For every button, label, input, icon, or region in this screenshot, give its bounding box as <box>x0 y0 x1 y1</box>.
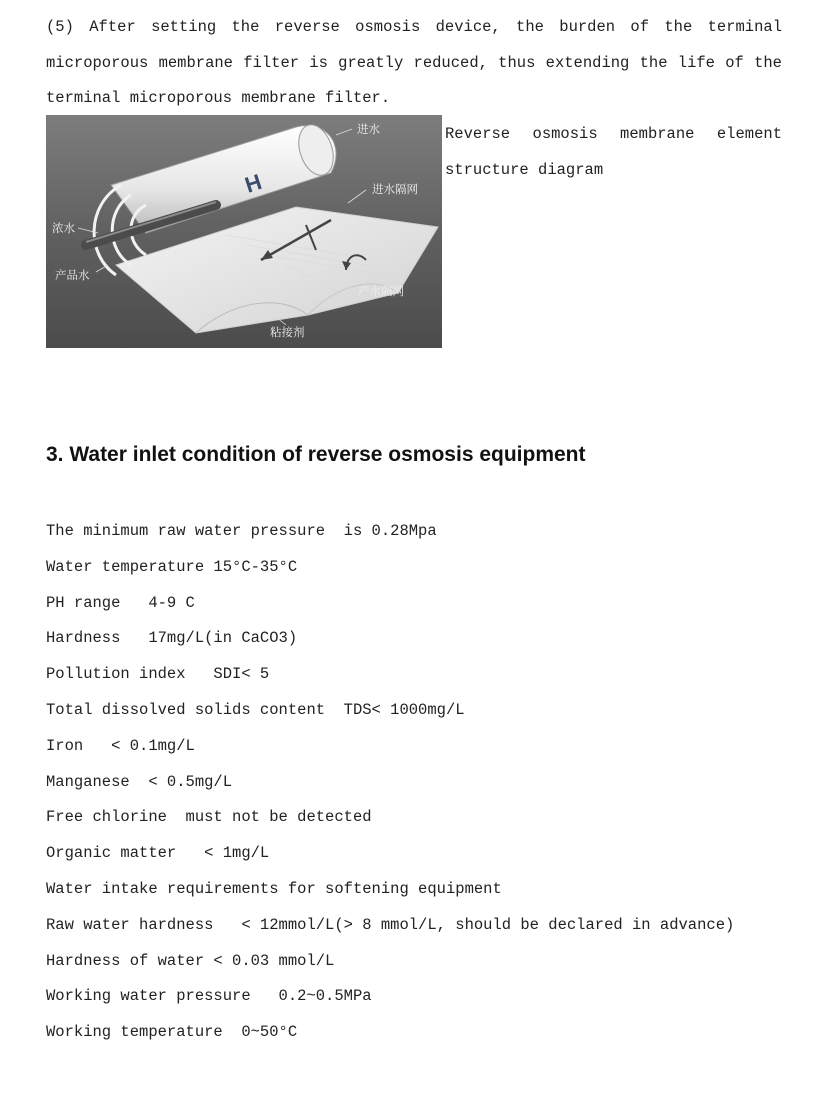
ro-membrane-diagram <box>46 115 442 348</box>
spec-item: Free chlorine must not be detected <box>46 808 372 827</box>
spec-item: PH range 4-9 C <box>46 593 195 612</box>
spec-item: Water temperature 15°C-35°C <box>46 557 298 576</box>
caption-line-1: Reverse osmosis membrane element <box>445 125 782 143</box>
spec-item: Pollution index SDI< 5 <box>46 665 270 684</box>
spec-item: Raw water hardness < 12mmol/L(> 8 mmol/L, should be declared in advance) <box>46 915 735 934</box>
logo-mark: H <box>241 169 265 198</box>
ro-membrane-illustration <box>46 115 442 348</box>
spec-item: Water intake requirements for softening equipment <box>46 879 502 898</box>
intro-line-3: terminal microporous membrane filter. <box>46 89 391 107</box>
section-heading: 3. Water inlet condition of reverse osmosis equipment <box>46 443 586 466</box>
intro-line-1: (5) After setting the reverse osmosis device, the burden of the terminal <box>46 18 782 36</box>
spec-item: Manganese < 0.5mg/L <box>46 772 233 791</box>
spec-item: Hardness of water < 0.03 mmol/L <box>46 951 335 970</box>
spec-list <box>46 514 734 1051</box>
label-permeate-spacer: 产水隔网 <box>358 286 404 298</box>
label-concentrate: 浓水 <box>52 223 75 235</box>
spec-item: Iron < 0.1mg/L <box>46 736 195 755</box>
label-feed-in: 进水 <box>357 124 380 136</box>
caption-line-2: structure diagram <box>445 161 604 179</box>
spec-item: Working temperature 0~50°C <box>46 1023 298 1042</box>
intro-paragraph <box>46 10 782 117</box>
spec-item: Organic matter < 1mg/L <box>46 844 270 863</box>
label-feed-spacer: 进水隔网 <box>372 184 418 196</box>
label-adhesive: 粘接剂 <box>270 327 305 339</box>
spec-item: The minimum raw water pressure is 0.28Mpa <box>46 522 437 540</box>
spec-item: Working water pressure 0.2~0.5MPa <box>46 987 372 1006</box>
figure-caption <box>445 116 782 188</box>
spec-item: Hardness 17mg/L(in CaCO3) <box>46 629 298 648</box>
spec-item: Total dissolved solids content TDS< 1000mg/L <box>46 700 465 719</box>
label-product-water: 产品水 <box>55 270 90 282</box>
intro-line-2: microporous membrane filter is greatly reduced, thus extending the life of the <box>46 53 782 72</box>
